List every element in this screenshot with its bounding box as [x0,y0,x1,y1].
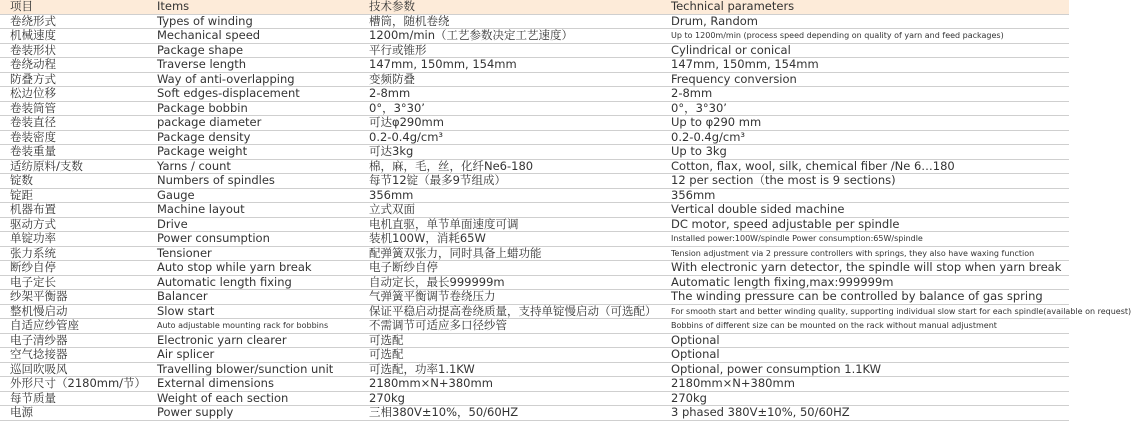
param-en-cell: Optional, power consumption 1.1KW [661,362,1069,377]
param-cn-cell: 可选配，功率1.1KW [359,362,661,377]
param-en-cell: Tension adjustment via 2 pressure controllers with springs, they also have waxing function [661,246,1069,261]
table-row [0,101,1069,116]
item-cn-cell: 锭距 [0,188,147,203]
item-en-cell: Package weight [147,145,359,160]
param-cn-cell: 装机100W，消耗65W [359,232,661,247]
item-cn-cell: 空气捻接器 [0,348,147,363]
param-cn-cell: 气弹簧平衡调节卷绕压力 [359,290,661,305]
table-row [0,72,1069,87]
item-en-cell: Soft edges-displacement [147,87,359,102]
item-cn-cell: 巡回吹吸风 [0,362,147,377]
param-cn-cell: 可选配 [359,333,661,348]
param-cn-cell: 1200m/min（工艺参数决定工艺速度） [359,29,661,44]
item-en-cell: Travelling blower/sunction unit [147,362,359,377]
param-en-cell: 0°，3°30’ [661,101,1069,116]
item-cn-cell: 卷绕动程 [0,58,147,73]
item-cn-cell: 松边位移 [0,87,147,102]
table-row [0,319,1069,334]
item-en-cell: Gauge [147,188,359,203]
table-row [0,275,1069,290]
item-en-cell: Package bobbin [147,101,359,116]
table-row [0,29,1069,44]
param-en-cell: Cylindrical or conical [661,43,1069,58]
item-cn-cell: 断纱自停 [0,261,147,276]
param-en-cell: Up to 3kg [661,145,1069,160]
table-row [0,290,1069,305]
item-cn-cell: 适纺原料/支数 [0,159,147,174]
table-row [0,377,1069,392]
item-en-cell: Traverse length [147,58,359,73]
table-row [0,130,1069,145]
item-cn-cell: 机械速度 [0,29,147,44]
table-row [0,391,1069,406]
item-cn-cell: 电源 [0,406,147,421]
table-row [0,246,1069,261]
table-row [0,43,1069,58]
table-row [0,348,1069,363]
item-cn-cell: 防叠方式 [0,72,147,87]
item-cn-cell: 单锭功率 [0,232,147,247]
param-cn-cell: 270kg [359,391,661,406]
item-cn-cell: 驱动方式 [0,217,147,232]
item-cn-cell: 卷装形状 [0,43,147,58]
item-en-cell: Automatic length fixing [147,275,359,290]
item-en-cell: Types of winding [147,14,359,29]
item-cn-cell: 自适应纱管座 [0,319,147,334]
param-cn-cell: 自动定长，最长999999m [359,275,661,290]
param-en-cell: Optional [661,348,1069,363]
item-en-cell: Yarns / count [147,159,359,174]
param-cn-cell: 2-8mm [359,87,661,102]
item-cn-cell: 卷装直径 [0,116,147,131]
item-en-cell: Power consumption [147,232,359,247]
table-row [0,362,1069,377]
param-cn-cell: 0°，3°30’ [359,101,661,116]
param-en-cell: Automatic length fixing,max:999999m [661,275,1069,290]
param-en-cell: Cotton, flax, wool, silk, chemical fiber /Ne 6…180 [661,159,1069,174]
param-en-cell: The winding pressure can be controlled by balance of gas spring [661,290,1069,305]
param-en-cell: 12 per section（the most is 9 sections) [661,174,1069,189]
item-en-cell: Slow start [147,304,359,319]
param-cn-cell: 电子断纱自停 [359,261,661,276]
param-cn-cell: 变频防叠 [359,72,661,87]
param-en-cell: 270kg [661,391,1069,406]
param-cn-cell: 可达3kg [359,145,661,160]
param-cn-cell: 槽筒，随机卷绕 [359,14,661,29]
param-en-cell: 0.2-0.4g/cm³ [661,130,1069,145]
item-en-cell: Tensioner [147,246,359,261]
param-en-cell: DC motor, speed adjustable per spindle [661,217,1069,232]
item-en-cell: Auto adjustable mounting rack for bobbins [147,319,359,334]
header-param-en: Technical parameters [661,0,1069,14]
header-param-cn: 技术参数 [359,0,661,14]
param-en-cell: Bobbins of different size can be mounted on the rack without manual adjustment [661,319,1069,334]
param-en-cell: Vertical double sided machine [661,203,1069,218]
param-en-cell: Frequency conversion [661,72,1069,87]
table-row [0,14,1069,29]
param-cn-cell: 不需调节可适应多口径纱管 [359,319,661,334]
param-cn-cell: 每节12锭（最多9节组成） [359,174,661,189]
item-en-cell: Drive [147,217,359,232]
item-en-cell: Balancer [147,290,359,305]
item-cn-cell: 电子清纱器 [0,333,147,348]
table-row [0,304,1069,319]
item-cn-cell: 张力系统 [0,246,147,261]
item-cn-cell: 纱架平衡器 [0,290,147,305]
item-en-cell: Package density [147,130,359,145]
spec-table-header [0,0,1069,14]
table-row [0,217,1069,232]
param-cn-cell: 356mm [359,188,661,203]
item-en-cell: Numbers of spindles [147,174,359,189]
table-row [0,116,1069,131]
param-cn-cell: 三相380V±10%，50/60HZ [359,406,661,421]
item-en-cell: External dimensions [147,377,359,392]
param-en-cell: Optional [661,333,1069,348]
param-cn-cell: 可达φ290mm [359,116,661,131]
param-cn-cell: 配弹簧双张力，同时具备上蜡功能 [359,246,661,261]
item-cn-cell: 卷绕形式 [0,14,147,29]
header-item-cn: 项目 [0,0,147,14]
param-en-cell: With electronic yarn detector, the spindle will stop when yarn break [661,261,1069,276]
item-en-cell: Power supply [147,406,359,421]
item-cn-cell: 外形尺寸（2180mm/节） [0,377,147,392]
item-cn-cell: 卷装筒管 [0,101,147,116]
item-en-cell: package diameter [147,116,359,131]
param-cn-cell: 电机直驱，单节单面速度可调 [359,217,661,232]
param-cn-cell: 147mm, 150mm, 154mm [359,58,661,73]
item-en-cell: Way of anti-overlapping [147,72,359,87]
item-en-cell: Air splicer [147,348,359,363]
item-en-cell: Auto stop while yarn break [147,261,359,276]
table-row [0,87,1069,102]
param-en-cell: 2-8mm [661,87,1069,102]
param-en-cell: Installed power:100W/spindle Power consumption:65W/spindle [661,232,1069,247]
table-row [0,174,1069,189]
param-en-cell: Up to 1200m/min (process speed depending on quality of yarn and feed packages) [661,29,1069,44]
item-en-cell: Electronic yarn clearer [147,333,359,348]
table-row [0,232,1069,247]
param-en-cell: 2180mm×N+380mm [661,377,1069,392]
param-cn-cell: 0.2-0.4g/cm³ [359,130,661,145]
param-cn-cell: 棉，麻，毛，丝，化纤Ne6-180 [359,159,661,174]
item-cn-cell: 卷装密度 [0,130,147,145]
param-en-cell: For smooth start and better winding quality, supporting individual slow start for each spindle(available on request) [661,304,1069,319]
param-cn-cell: 立式双面 [359,203,661,218]
param-en-cell: 147mm, 150mm, 154mm [661,58,1069,73]
table-row [0,261,1069,276]
item-en-cell: Package shape [147,43,359,58]
spec-table-body [0,13,1131,420]
table-row [0,159,1069,174]
item-en-cell: Weight of each section [147,391,359,406]
param-en-cell: Drum, Random [661,14,1069,29]
item-en-cell: Machine layout [147,203,359,218]
table-row [0,406,1069,421]
item-cn-cell: 机器布置 [0,203,147,218]
param-en-cell: 356mm [661,188,1069,203]
table-row [0,145,1069,160]
table-row [0,188,1069,203]
item-cn-cell: 卷装重量 [0,145,147,160]
param-cn-cell: 2180mm×N+380mm [359,377,661,392]
param-cn-cell: 平行或锥形 [359,43,661,58]
table-row [0,58,1069,73]
item-cn-cell: 锭数 [0,174,147,189]
item-cn-cell: 电子定长 [0,275,147,290]
item-cn-cell: 整机慢启动 [0,304,147,319]
item-en-cell: Mechanical speed [147,29,359,44]
header-row [0,0,1069,14]
table-row [0,333,1069,348]
header-item-en: Items [147,0,359,14]
item-cn-cell: 每节质量 [0,391,147,406]
param-cn-cell: 保证平稳启动提高卷绕质量，支持单锭慢启动（可选配） [359,304,661,319]
param-en-cell: Up to φ290 mm [661,116,1069,131]
param-en-cell: 3 phased 380V±10%, 50/60HZ [661,406,1069,421]
table-row [0,203,1069,218]
param-cn-cell: 可选配 [359,348,661,363]
